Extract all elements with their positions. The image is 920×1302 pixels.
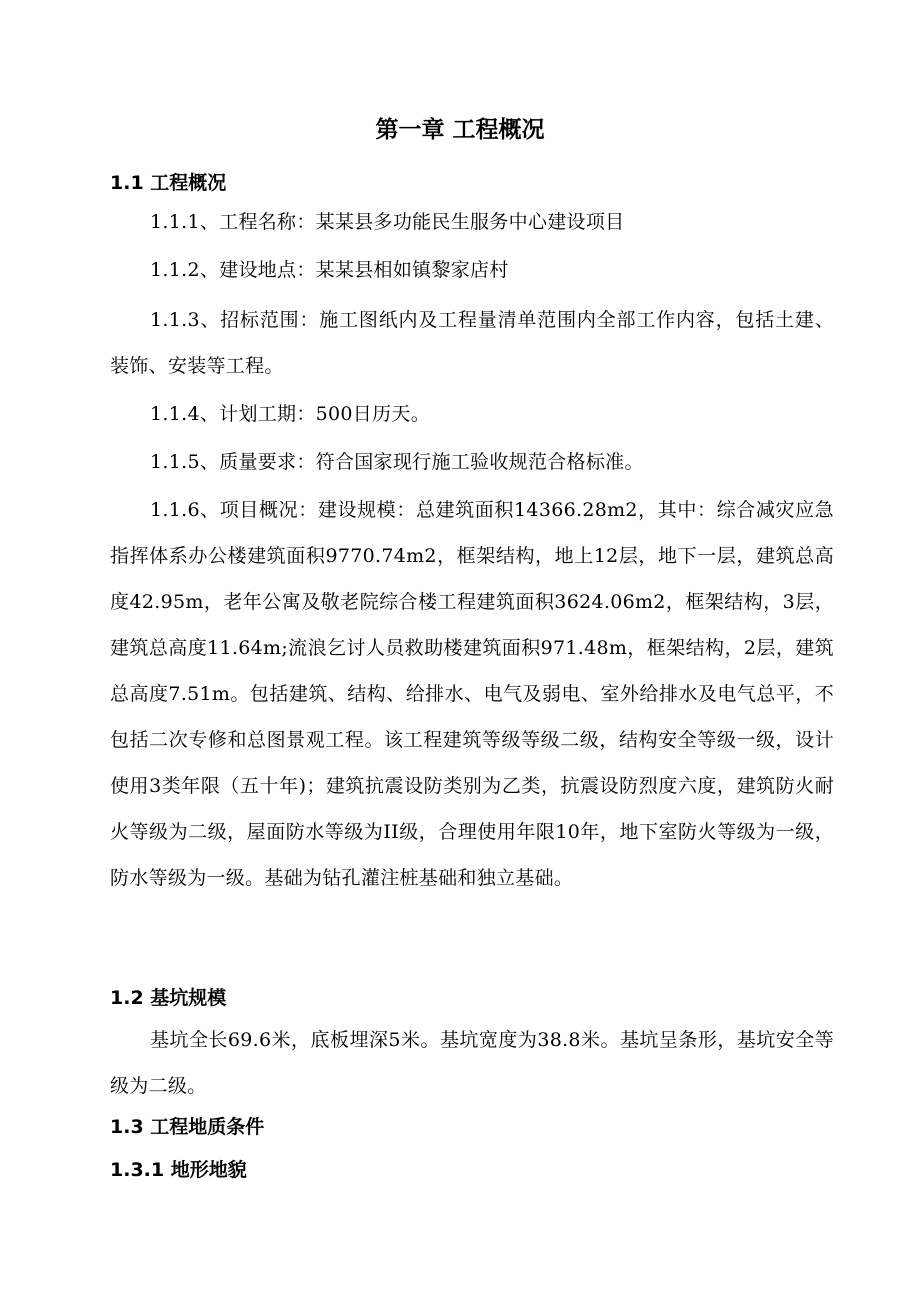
paragraph-bid-scope: 1.1.3、招标范围：施工图纸内及工程量清单范围内全部工作内容，包括土建、装饰、安装等工程。 bbox=[110, 309, 834, 377]
paragraph-project-location: 1.1.2、建设地点：某某县相如镇黎家店村 bbox=[150, 259, 509, 281]
section-heading-1-3: 1.3 工程地质条件 bbox=[110, 1116, 265, 1138]
section-heading-1-3-1: 1.3.1 地形地貌 bbox=[110, 1159, 247, 1181]
paragraph-quality: 1.1.5、质量要求：符合国家现行施工验收规范合格标准。 bbox=[150, 451, 644, 473]
section-heading-1-1: 1.1 工程概况 bbox=[110, 172, 227, 194]
paragraph-project-overview: 1.1.6、项目概况：建设规模：总建筑面积14366.28m2，其中：综合减灾应急指挥体系办公楼建筑面积9770.74m2，框架结构，地上12层，地下一层，建筑总高度42.95m，老年公寓及敬老院综合楼工程建筑面积3624.06m2，框架结构，3层，建筑总高度11.64m;流浪乞讨人员救助楼建筑面积971.48m，框架结构，2层，建筑总高度7.51m。包括建筑、结构、给排水、电气及弱电、室外给排水及电气总平，不包括二次专修和总图景观工程。该工程建筑等级等级二级，结构安全等级一级，设计使用3类年限（五十年)；建筑抗震设防类别为乙类，抗震设防烈度六度，建筑防火耐火等级为二级，屋面防水等级为II级，合理使用年限10年，地下室防火等级为一级，防水等级为一级。基础为钻孔灌注桩基础和独立基础。 bbox=[110, 499, 834, 889]
section-heading-1-2: 1.2 基坑规模 bbox=[110, 987, 227, 1009]
paragraph-pit-scale: 基坑全长69.6米，底板埋深5米。基坑宽度为38.8米。基坑呈条形，基坑安全等级为二级。 bbox=[110, 1029, 834, 1097]
paragraph-schedule: 1.1.4、计划工期：500日历天。 bbox=[150, 403, 431, 425]
chapter-title: 第一章 工程概况 bbox=[375, 117, 545, 143]
paragraph-project-name: 1.1.1、工程名称：某某县多功能民生服务中心建设项目 bbox=[150, 211, 625, 233]
